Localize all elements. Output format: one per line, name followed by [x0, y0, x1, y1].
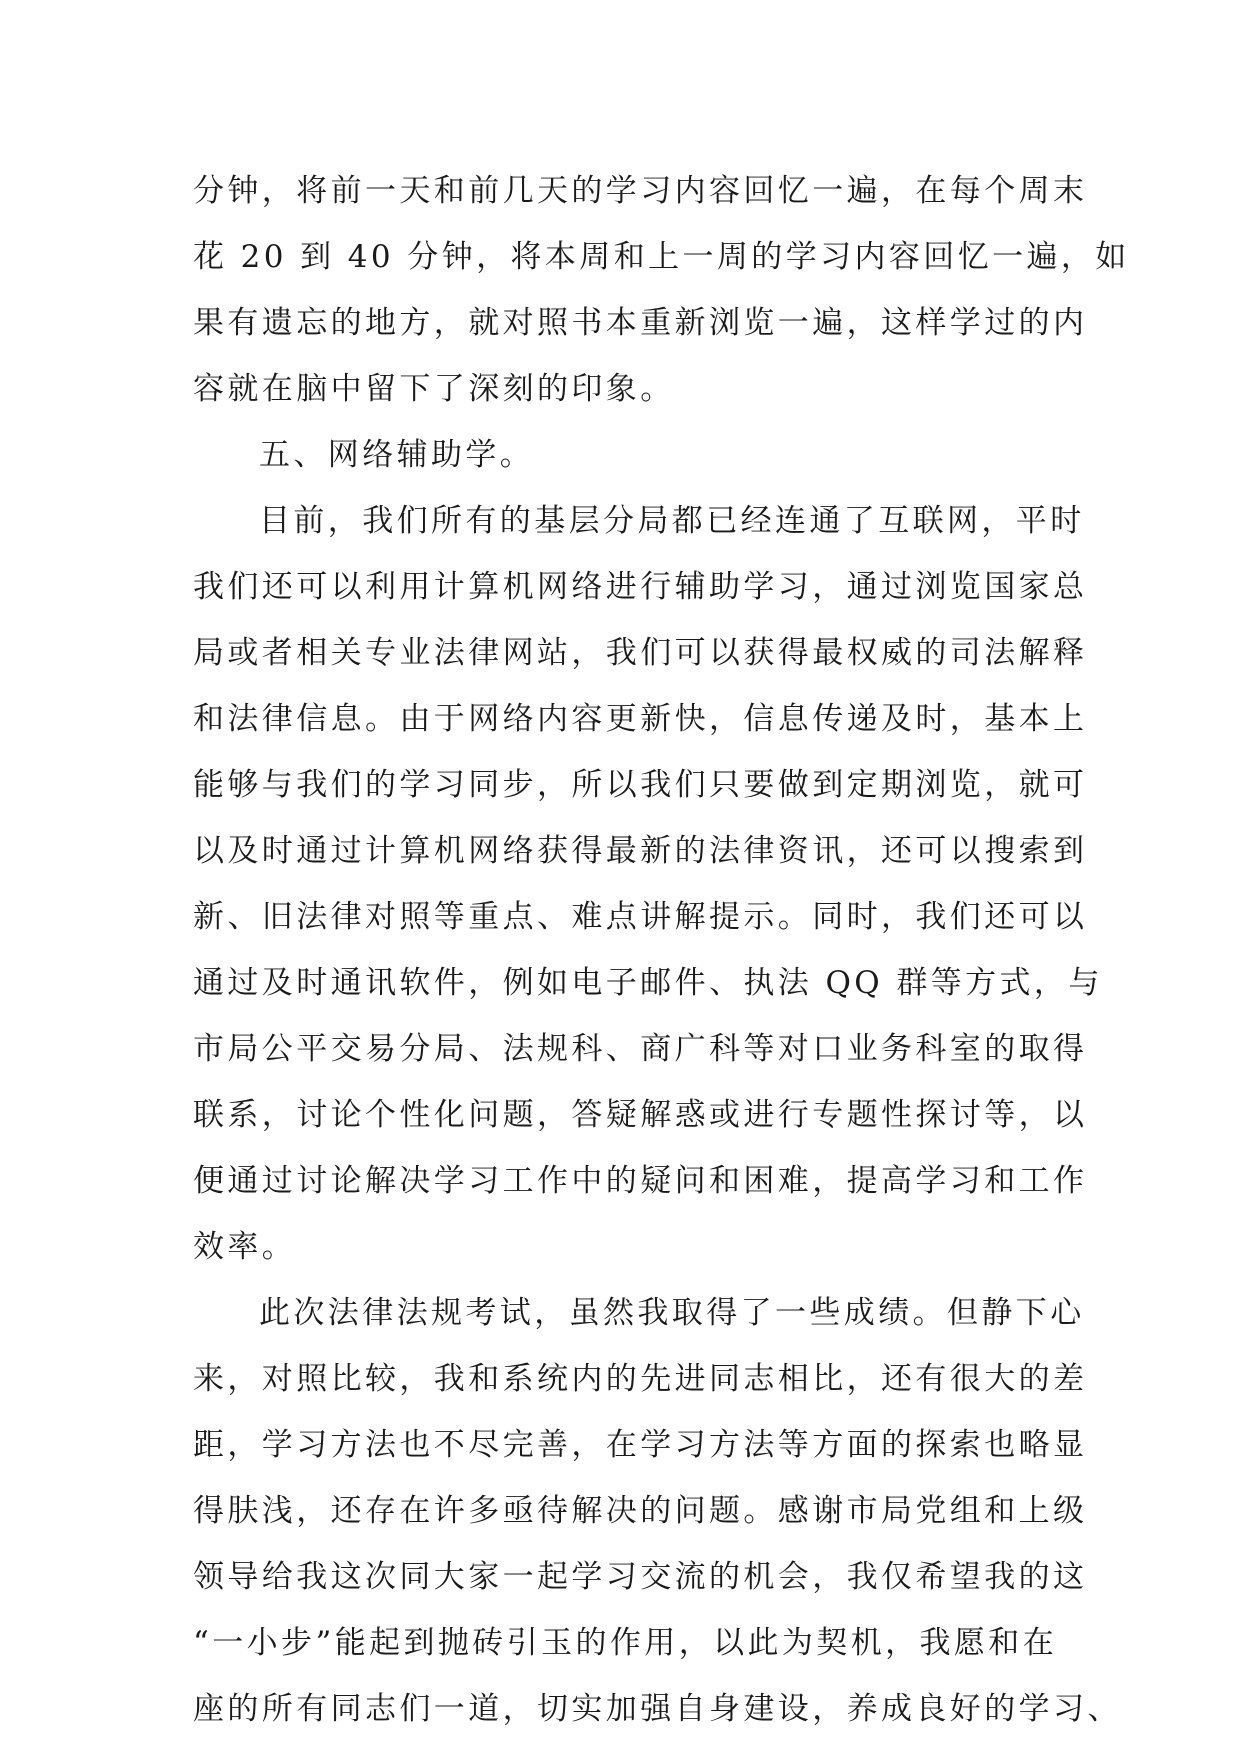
- text-line: 联系，讨论个性化问题，答疑解惑或进行专题性探讨等，以: [193, 1097, 1088, 1133]
- text-line: 局或者相关专业法律网站，我们可以获得最权威的司法解释: [193, 635, 1088, 671]
- text-line: 以及时通过计算机网络获得最新的法律资讯，还可以搜索到: [193, 833, 1088, 869]
- text-line: 通过及时通讯软件，例如电子邮件、执法 QQ 群等方式，与: [193, 965, 1103, 1001]
- text-line: 目前，我们所有的基层分局都已经连通了互联网，平时: [259, 503, 1085, 539]
- text-line: 得肤浅，还存在许多亟待解决的问题。感谢市局党组和上级: [193, 1493, 1088, 1529]
- text-line: 市局公平交易分局、法规科、商广科等对口业务科室的取得: [193, 1031, 1088, 1067]
- text-line: 座的所有同志们一道，切实加强自身建设，养成良好的学习、: [193, 1691, 1122, 1727]
- text-line: 新、旧法律对照等重点、难点讲解提示。同时，我们还可以: [193, 899, 1088, 935]
- text-line: 和法律信息。由于网络内容更新快，信息传递及时，基本上: [193, 701, 1088, 737]
- text-line: 五、网络辅助学。: [259, 437, 535, 473]
- text-line: 距，学习方法也不尽完善，在学习方法等方面的探索也略显: [193, 1427, 1088, 1463]
- text-line: 效率。: [193, 1229, 297, 1265]
- text-line: 花 20 到 40 分钟，将本周和上一周的学习内容回忆一遍，如: [193, 239, 1130, 275]
- text-line: 来，对照比较，我和系统内的先进同志相比，还有很大的差: [193, 1361, 1088, 1397]
- text-line: 能够与我们的学习同步，所以我们只要做到定期浏览，就可: [193, 767, 1088, 803]
- document-body: [193, 158, 1130, 1742]
- text-line: 我们还可以利用计算机网络进行辅助学习，通过浏览国家总: [193, 569, 1088, 605]
- text-line: 此次法律法规考试，虽然我取得了一些成绩。但静下心: [259, 1295, 1085, 1331]
- text-line: 容就在脑中留下了深刻的印象。: [193, 371, 675, 407]
- text-line: 果有遗忘的地方，就对照书本重新浏览一遍，这样学过的内: [193, 305, 1088, 341]
- text-line: 便通过讨论解决学习工作中的疑问和困难，提高学习和工作: [193, 1163, 1088, 1199]
- text-line: “一小步”能起到抛砖引玉的作用，以此为契机，我愿和在: [193, 1625, 1058, 1661]
- text-line: 领导给我这次同大家一起学习交流的机会，我仅希望我的这: [193, 1559, 1088, 1595]
- text-line: 分钟，将前一天和前几天的学习内容回忆一遍，在每个周末: [193, 173, 1088, 209]
